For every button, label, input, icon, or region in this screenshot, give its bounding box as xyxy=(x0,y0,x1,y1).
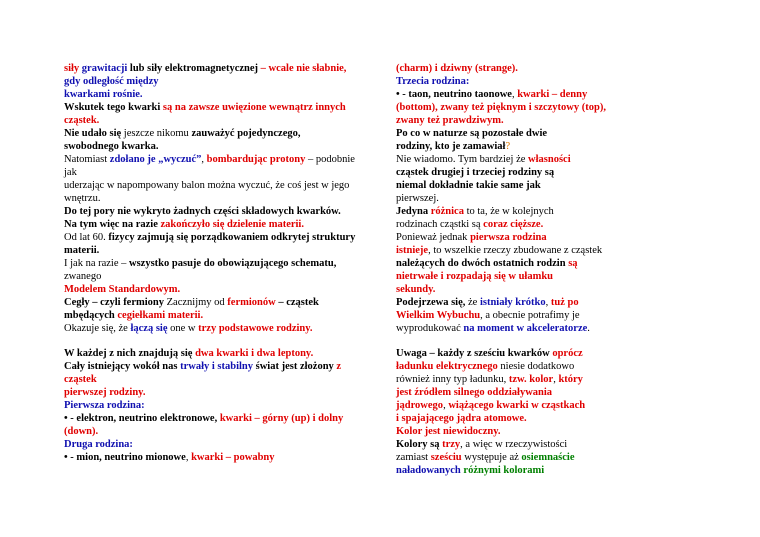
text-run: Kolor jest niewidoczny. xyxy=(396,426,501,437)
text-run: jeszcze nikomu xyxy=(123,128,192,139)
text-run: Trzecia rodzina: xyxy=(396,76,470,87)
text-paragraph xyxy=(64,283,368,296)
text-paragraph xyxy=(396,88,696,127)
text-run: istnieje xyxy=(396,245,429,256)
text-run: cegiełkami materii. xyxy=(117,310,204,321)
text-run: , xyxy=(443,400,449,411)
text-run: dwa kwarki i dwa leptony. xyxy=(195,348,314,359)
text-paragraph xyxy=(64,205,368,218)
text-run: one w xyxy=(167,323,199,334)
text-paragraph xyxy=(396,127,696,153)
text-run: tuż po xyxy=(550,297,579,308)
text-run: ładunku elektrycznego xyxy=(396,361,498,372)
text-run: wiążącego kwarki w cząstkach xyxy=(448,400,586,411)
text-run: , xyxy=(201,154,207,165)
text-run: mbędących xyxy=(64,310,118,321)
text-run: , xyxy=(185,452,192,463)
text-run: naładowanych xyxy=(396,465,464,476)
text-run: różnica xyxy=(430,206,464,217)
text-run: różnymi kolorami xyxy=(463,465,545,476)
text-run: • - elektron, neutrino elektronowe, xyxy=(64,413,220,424)
text-run: niemal dokładnie takie same jak xyxy=(396,180,541,191)
text-run: należących do dwóch ostatnich rodzin xyxy=(396,258,569,269)
text-paragraph xyxy=(396,347,696,425)
text-run: I jak na razie – xyxy=(64,258,130,269)
text-run: jądrowego xyxy=(396,400,444,411)
text-run: łączą się xyxy=(130,323,168,334)
text-paragraph xyxy=(396,205,696,231)
text-paragraph xyxy=(64,101,368,127)
text-paragraph xyxy=(64,218,368,231)
text-paragraph xyxy=(64,231,368,257)
text-run: również inny typ ładunku, xyxy=(396,374,509,385)
text-run: . xyxy=(587,323,590,334)
text-paragraph xyxy=(396,153,696,205)
text-run: kwarki – powabny xyxy=(191,452,275,463)
text-run: (charm) i dziwny (strange). xyxy=(396,63,518,74)
text-run: istniały krótko xyxy=(479,297,546,308)
text-run: Jedyna xyxy=(396,206,431,217)
text-run: coraz cięższe. xyxy=(483,219,544,230)
text-run: siły xyxy=(64,63,82,74)
text-run: kwarki – denny xyxy=(517,89,588,100)
text-run: są na zawsze uwięzione wewnątrz innych cząstek. xyxy=(64,102,346,126)
text-run: pierwszej. xyxy=(396,193,439,204)
text-run: trzy xyxy=(442,439,461,450)
text-paragraph xyxy=(64,62,368,101)
text-run: sekundy. xyxy=(396,284,436,295)
text-run: trwały i stabilny xyxy=(180,361,254,372)
text-paragraph xyxy=(396,75,696,88)
text-run: – cząstek xyxy=(275,297,319,308)
text-paragraph xyxy=(64,153,368,205)
text-run: jest źródłem silnego oddziaływania xyxy=(396,387,553,398)
text-run: , to wszelkie rzeczy zbudowane z cząstek xyxy=(428,245,603,256)
text-run: Po co w naturze są pozostałe dwie xyxy=(396,128,548,139)
text-run: Druga rodzina: xyxy=(64,439,133,450)
text-run: wszystko pasuje do obowiązującego schematu, xyxy=(129,258,337,269)
text-run: – wcale nie słabnie, xyxy=(260,63,347,74)
text-run: z cząstek xyxy=(64,361,342,385)
text-run: zdołano je „wyczuć” xyxy=(109,154,202,165)
text-run: Nie udało się xyxy=(64,128,124,139)
text-paragraph xyxy=(396,438,696,477)
text-run: kwarkami rośnie. xyxy=(64,89,143,100)
text-run: Okazuje się, że xyxy=(64,323,131,334)
text-run: fizycy zajmują się porządkowaniem odkrytej struktury xyxy=(108,232,356,243)
text-run: , xyxy=(553,374,559,385)
text-run: Uwaga – każdy z sześciu kwarków xyxy=(396,348,553,359)
text-run: sześciu xyxy=(430,452,462,463)
text-run: Nie wiadomo. Tym bardziej że xyxy=(396,154,529,165)
text-paragraph xyxy=(396,425,696,438)
text-run: na moment w akceleratorze xyxy=(463,323,588,334)
text-paragraph xyxy=(64,386,368,399)
text-run: są xyxy=(568,258,578,269)
text-run: , xyxy=(545,297,551,308)
text-run: ? xyxy=(505,141,511,152)
text-run: • - taon, neutrino taonowe xyxy=(396,89,512,100)
text-run: nietrwałe i rozpadają się w ułamku xyxy=(396,271,554,282)
text-run: grawitacji xyxy=(81,63,128,74)
text-run: Podejrzewa się, xyxy=(396,297,469,308)
text-run: świat jest złożony xyxy=(253,361,337,372)
text-paragraph xyxy=(64,451,368,464)
text-run: zakończyło się dzielenie materii. xyxy=(160,219,304,230)
text-run: rodzinach cząstki są xyxy=(396,219,484,230)
text-run: uderzając w napompowany balon można wyczuć, że coś jest w jego wnętrzu. xyxy=(64,180,350,204)
text-paragraph xyxy=(64,322,368,335)
text-run: oprócz xyxy=(552,348,583,359)
text-run: Od lat 60. xyxy=(64,232,109,243)
text-run: zauważyć pojedynczego, xyxy=(191,128,301,139)
text-run: • - mion, neutrino mionowe xyxy=(64,452,186,463)
text-paragraph xyxy=(64,412,368,438)
text-run: trzy podstawowe rodziny. xyxy=(198,323,313,334)
text-run: rodziny, kto je zamawiał xyxy=(396,141,506,152)
text-paragraph xyxy=(64,360,368,386)
text-run: i spajającego jądra atomowe. xyxy=(396,413,527,424)
text-run: fermionów xyxy=(227,297,276,308)
text-run: Pierwsza rodzina: xyxy=(64,400,145,411)
text-run: swobodnego kwarka. xyxy=(64,141,159,152)
text-run: Cegły – czyli fermiony xyxy=(64,297,167,308)
text-run: Kolory są xyxy=(396,439,443,450)
text-run: zwanego xyxy=(64,271,102,282)
left-column xyxy=(64,62,368,464)
text-paragraph xyxy=(64,296,368,322)
text-run: pierwsza rodzina xyxy=(470,232,547,243)
text-run: – podobnie jak xyxy=(64,154,355,178)
text-run: kwarki – górny (up) i dolny (down). xyxy=(64,413,344,437)
text-run: Wielkim Wybuchu xyxy=(396,310,481,321)
text-run: niesie dodatkowo xyxy=(497,361,575,372)
text-run: Modelem Standardowym. xyxy=(64,284,181,295)
text-run: który xyxy=(558,374,583,385)
text-run: wyprodukować xyxy=(396,323,464,334)
text-run: bombardując protony xyxy=(206,154,306,165)
text-run: gdy odległość między xyxy=(64,76,159,87)
text-paragraph xyxy=(64,127,368,153)
text-run: że xyxy=(468,297,480,308)
text-run: tzw. kolor xyxy=(508,374,554,385)
text-run: materii. xyxy=(64,245,100,256)
text-run: lub siły elektromagnetycznej xyxy=(127,63,261,74)
text-run: , a więc w rzeczywistości xyxy=(460,439,568,450)
text-run: Na tym więc na razie xyxy=(64,219,161,230)
text-paragraph xyxy=(396,296,696,335)
text-run: występuje aż xyxy=(461,452,522,463)
text-run: Wskutek tego kwarki xyxy=(64,102,163,113)
text-run: , xyxy=(511,89,518,100)
text-run: Cały istniejący wokół nas xyxy=(64,361,181,372)
text-paragraph xyxy=(396,62,696,75)
text-run: , a obecnie potrafimy je xyxy=(480,310,580,321)
text-run: cząstek drugiej i trzeciej rodziny są xyxy=(396,167,555,178)
text-run: pierwszej rodziny. xyxy=(64,387,146,398)
text-run: osiemnaście xyxy=(521,452,575,463)
right-column xyxy=(396,62,696,477)
text-run: Zacznijmy od xyxy=(166,297,228,308)
text-run: zamiast xyxy=(396,452,431,463)
text-run: to ta, że w kolejnych xyxy=(463,206,554,217)
text-run: W każdej z nich znajdują się xyxy=(64,348,196,359)
text-run: Do tej pory nie wykryto żadnych części składowych kwarków. xyxy=(64,206,341,217)
text-paragraph xyxy=(64,438,368,451)
text-run: Ponieważ jednak xyxy=(396,232,471,243)
text-run: Natomiast xyxy=(64,154,110,165)
text-paragraph xyxy=(64,347,368,360)
text-run: zwany też prawdziwym. xyxy=(396,115,504,126)
text-run: (bottom), zwany też pięknym i szczytowy (top), xyxy=(396,102,606,113)
text-paragraph xyxy=(64,257,368,283)
text-paragraph xyxy=(396,231,696,296)
text-run: własności xyxy=(528,154,571,165)
text-paragraph xyxy=(64,399,368,412)
